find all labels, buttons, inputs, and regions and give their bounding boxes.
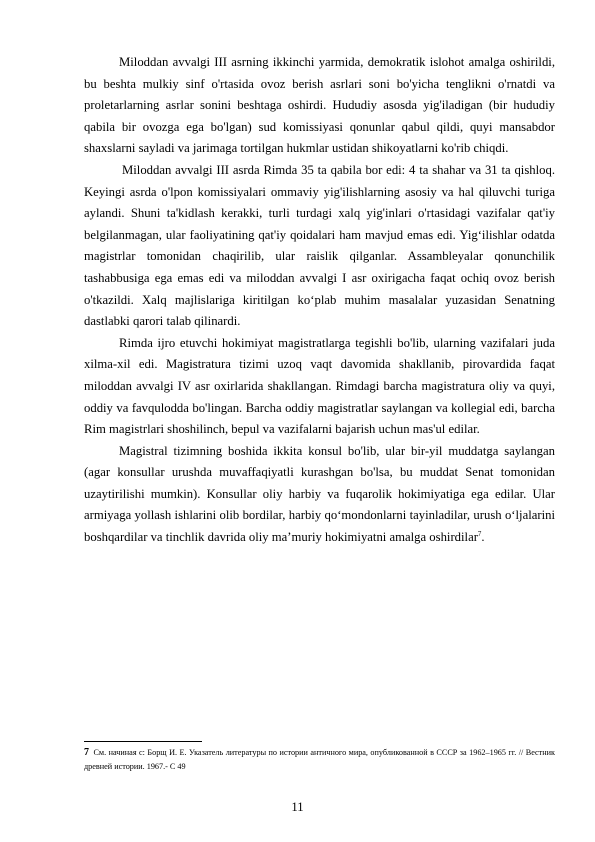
paragraph-2: Miloddan avvalgi III asrda Rimda 35 ta qabila bor edi: 4 ta shahar va 31 ta qishloq. Keyingi asrda o'lpon komissiyalari ommaviy yig'ilishlarning asosiy va hal qiluvchi turiga aylandi. Shuni ta'kidlash kerakki, turli turdagi xalq yig'inlari o'rtasidagi vazifalar qat'iy belgilanmagan, ular faoliyatining qat'iy qoidalari ham mavjud emas edi. Yig‘ilishlar odatda magistrlar tomonidan chaqirilib, ular raislik qilganlar. Assambleyalar qonunchilik tashabbusiga ega emas edi va miloddan avvalgi I asr oxirigacha faqat ochiq ovoz berish o'tkazildi. Xalq majlislariga kiritilgan ko‘plab muhim masalalar yuzasidan Senatning dastlabki qarori talab qilinardi.	[84, 162, 555, 329]
footnote-text: См. начиная с: Борщ И. Е. Указатель литературы по истории античного мира, опубликованной в СССР за 1962–1965 гг. // Вестник древней истории. 1967.- С 49	[84, 748, 555, 771]
page-number: 11	[291, 800, 304, 814]
paragraph-4-text: Magistral tizimning boshida ikkita konsul bo'lib, ular bir-yil muddatga saylangan (agar konsullar urushda muvaffaqiyatli kurashgan bo'lsa, bu muddat Senat tomonidan uzaytirilishi mumkin). Konsullar oliy harbiy va fuqarolik hokimiyatiga ega edilar. Ular armiyaga yollash ishlarini olib bordilar, harbiy qo‘mondonlarni tayinladilar, urush o‘ljalarini boshqardilar va tinchlik davrida oliy ma’muriy hokimiyatni amalga oshirdilar	[84, 443, 555, 545]
footnote	[84, 746, 555, 774]
paragraph-4: Magistral tizimning boshida ikkita konsul bo'lib, ular bir-yil muddatga saylangan (agar konsullar urushda muvaffaqiyatli kurashgan bo'lsa, bu muddat Senat tomonidan uzaytirilishi mumkin). Konsullar oliy harbiy va fuqarolik hokimiyatiga ega edilar. Ular armiyaga yollash ishlarini olib bordilar, harbiy qo‘mondonlarni tayinladilar, urush o‘ljalarini boshqardilar va tinchlik davrida oliy ma’muriy hokimiyatni amalga oshirdilar$^7$.	[84, 443, 555, 545]
footnote-mark: 7	[84, 747, 89, 758]
paragraph-3: Rimda ijro etuvchi hokimiyat magistratlarga tegishli bo'lib, ularning vazifalari juda xilma-xil edi. Magistratura tizimi uzoq vaqt davomida shakllanib, pirovardida faqat miloddan avvalgi IV asr oxirlarida shakllangan. Rimdagi barcha magistratura oliy va quyi, oddiy va favqulodda bo'lingan. Barcha oddiy magistratlar saylangan va kollegial edi, barcha Rim magistrlari shoshilinch, bepul va vazifalarni bajarish uchun mas'ul edilar.	[84, 335, 555, 437]
footnote-reference: 7	[477, 529, 482, 538]
body-text	[84, 52, 555, 549]
footnote-divider	[84, 741, 202, 742]
paragraph-1: Miloddan avvalgi III asrning ikkinchi yarmida, demokratik islohot amalga oshirildi, bu beshta mulkiy sinf o'rtasida ovoz berish asrlari soni bo'yicha tenglikni o'rnatdi va proletarlarning asrlar sonini beshtaga oshirdi. Hududiy asosda yig'iladigan (bir hududiy qabila bir ovozga ega bo'lgan) sud komissiyasi qonunlar qabul qildi, quyi mansabdor shaxslarni sayladi va jarimaga tortilgan hukmlar ustidan shikoyatlarni ko'rib chiqdi.	[84, 55, 555, 156]
